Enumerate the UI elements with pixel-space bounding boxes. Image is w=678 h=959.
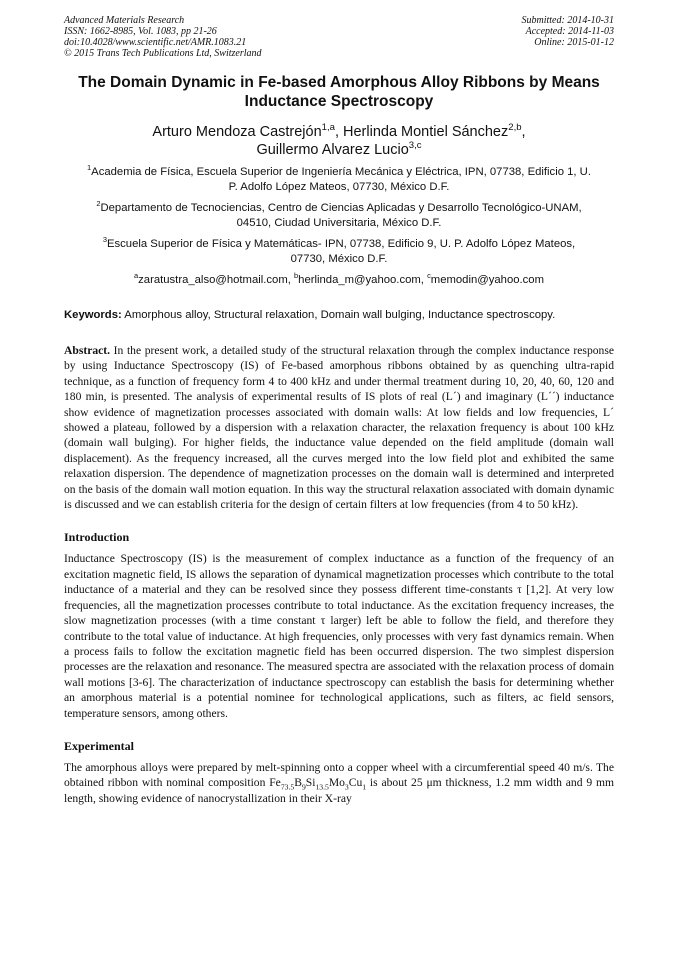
online-date: Online: 2015-01-12 — [534, 37, 614, 48]
email-separator: , — [420, 274, 428, 286]
affiliation-2 — [64, 201, 614, 231]
email-a: zaratustra_also@hotmail.com — [138, 274, 288, 286]
section-heading-introduction: Introduction — [64, 530, 130, 545]
formula-subscript: 3 — [344, 782, 349, 792]
author-list — [64, 123, 614, 159]
author-separator: , — [334, 124, 344, 140]
header-left — [64, 15, 262, 59]
email-b: herlinda_m@yahoo.com — [298, 274, 421, 286]
header-right — [522, 15, 615, 59]
email-a-sup: a — [134, 271, 139, 281]
affiliation-1-line-2: P. Adolfo López Mateos, 07730, México D.F. — [228, 181, 450, 193]
affiliation-3-text: Escuela Superior de Física y Matemáticas- IPN, 07738, Edificio 9, U. P. Adolfo López Mateos, — [106, 238, 576, 250]
formula-element: Mo — [328, 776, 345, 790]
author-3-sup: 3,c — [408, 140, 422, 152]
formula-subscript: 73.5 — [280, 782, 295, 792]
author-2-sup: 2,b — [508, 122, 522, 134]
abstract-text: In the present work, a detailed study of the structural relaxation through the complex inductance response by using Inductance Spectroscopy (IS) of Fe-based amorphous ribbons obtained by as quenching ultra-rapid technique, as a function of frequency form 4 to 400 kHz and under thermal treatment during 10, 20, 40, 60, 120 and 180 min, is presented. The analysis of experimental results of IS plots of real (L´) and imaginary (L´´) inductance show evidence of magnetization processes associated with domain walls: At low fields and low frequencies, L´ showed a plateau, followed by a dispersion with a relaxation character, the relaxation frequency is about 100 kHz (domain wall bulging). For higher fields, the inductance value depended on the field amplitude (domain wall displacement). As the frequency increased, all the curves merged into the low field plot and exhibited the same relaxation dispersion. The dependence of magnetization processes on the domain wall is determined and interpreted on the basis of the domain wall motion equation. In this way the structural relaxation associated with domain dynamic is discussed and we can establish criteria for the design of certain filters at low frequencies (from 4 to 50 kHz). — [64, 344, 614, 512]
copyright-line: © 2015 Trans Tech Publications Ltd, Switzerland — [64, 48, 262, 59]
formula-subscript: 9 — [301, 782, 306, 792]
abstract — [64, 343, 614, 512]
authors-line-1 — [64, 123, 614, 141]
formula-subscript: 13.5 — [315, 782, 329, 792]
affiliation-1-sup: 1 — [87, 163, 92, 173]
experimental-paragraph — [64, 760, 614, 806]
authors-line-2 — [64, 141, 614, 159]
affiliation-3-line-2: 07730, México D.F. — [290, 253, 388, 265]
formula-element: Cu — [348, 776, 363, 790]
affiliation-1-text: Academia de Física, Escuela Superior de Ingeniería Mecánica y Eléctrica, IPN, 07738, Edificio 1, U. — [91, 166, 591, 178]
keywords-text: Amorphous alloy, Structural relaxation, Domain wall bulging, Inductance spectroscopy. — [121, 309, 556, 321]
author-separator: , — [521, 124, 526, 140]
email-c: memodin@yahoo.com — [430, 274, 544, 286]
keywords — [64, 308, 614, 323]
section-heading-experimental: Experimental — [64, 738, 134, 753]
email-list — [64, 273, 614, 288]
submitted-date: Submitted: 2014-10-31 — [521, 15, 614, 26]
title-line-1: The Domain Dynamic in Fe-based Amorphous Alloy Ribbons by Means — [78, 74, 600, 91]
formula-element: B — [294, 776, 302, 790]
affiliation-3-line-1 — [64, 237, 614, 252]
affiliation-2-line-2: 04510, Ciudad Universitaria, México D.F. — [236, 217, 442, 229]
affiliation-2-text: Departamento de Tecnociencias, Centro de Ciencias Aplicadas y Desarrollo Tecnológico-UNAM, — [100, 202, 582, 214]
affiliation-2-sup: 2 — [96, 199, 101, 209]
introduction-paragraph: Inductance Spectroscopy (IS) is the measurement of complex inductance as a function of the frequency of an excitation magnetic field, IS allows the separation of dynamical magnetization processes which contribute to the total inductance of a material and they can be resolved since they possess different time-constants τ [1,2]. At very low frequencies, all the magnetization processes contribute to total inductance. As the excitation frequency increases, the slow magnetization processes (with a time constant τ larger) left be able to follow the field, and therefore they contribute to the total value of inductance. At high frequencies, only processes with very fast dynamics remain. When a process fails to follow the excitation magnetic field has been occurred dispersion. The two simplest dispersion processes are the relaxation and resonance. The measured spectra are associated with the relaxation process of domain wall motions [3-6]. The characterization of inductance spectroscopy can establish the basis for determining whether an amorphous material is a potential nominee for technological applications, such as filters, ac field sensors, temperature sensors, among others. — [64, 552, 614, 720]
experimental-text-2: is about 25 μm thickness, 1.2 mm width and 9 mm length, showing evidence of nanocrystallization in their X-ray — [64, 776, 614, 805]
affiliation-3 — [64, 237, 614, 267]
affiliation-1 — [64, 165, 614, 195]
doi-line: doi:10.4028/www.scientific.net/AMR.1083.21 — [64, 37, 247, 48]
author-3-name: Guillermo Alvarez Lucio — [256, 142, 409, 158]
issn-line: ISSN: 1662-8985, Vol. 1083, pp 21-26 — [64, 26, 217, 37]
affiliation-3-sup: 3 — [102, 235, 107, 245]
accepted-date: Accepted: 2014-11-03 — [525, 26, 614, 37]
email-c-sup: c — [427, 271, 431, 281]
formula-element: Fe — [269, 776, 281, 790]
author-1-sup: 1,a — [321, 122, 335, 134]
affiliation-1-line-1 — [64, 165, 614, 180]
affiliation-2-line-1 — [64, 201, 614, 216]
paper-title — [64, 73, 614, 111]
keywords-label: Keywords: — [64, 309, 122, 321]
abstract-label: Abstract. — [64, 344, 111, 357]
title-line-2: Inductance Spectroscopy — [244, 93, 434, 110]
author-1-name: Arturo Mendoza Castrejón — [152, 124, 322, 140]
journal-name: Advanced Materials Research — [64, 15, 185, 26]
experimental-text-1: The amorphous alloys were prepared by melt-spinning onto a copper wheel with a circumferential speed 40 m/s. The obtained ribbon with nominal composition — [64, 760, 614, 790]
author-2-name: Herlinda Montiel Sánchez — [343, 124, 509, 140]
formula-element: Si — [305, 776, 316, 790]
formula-subscript: 1 — [362, 782, 367, 792]
email-separator: , — [287, 274, 295, 286]
email-b-sup: b — [294, 271, 299, 281]
journal-header — [64, 15, 614, 59]
